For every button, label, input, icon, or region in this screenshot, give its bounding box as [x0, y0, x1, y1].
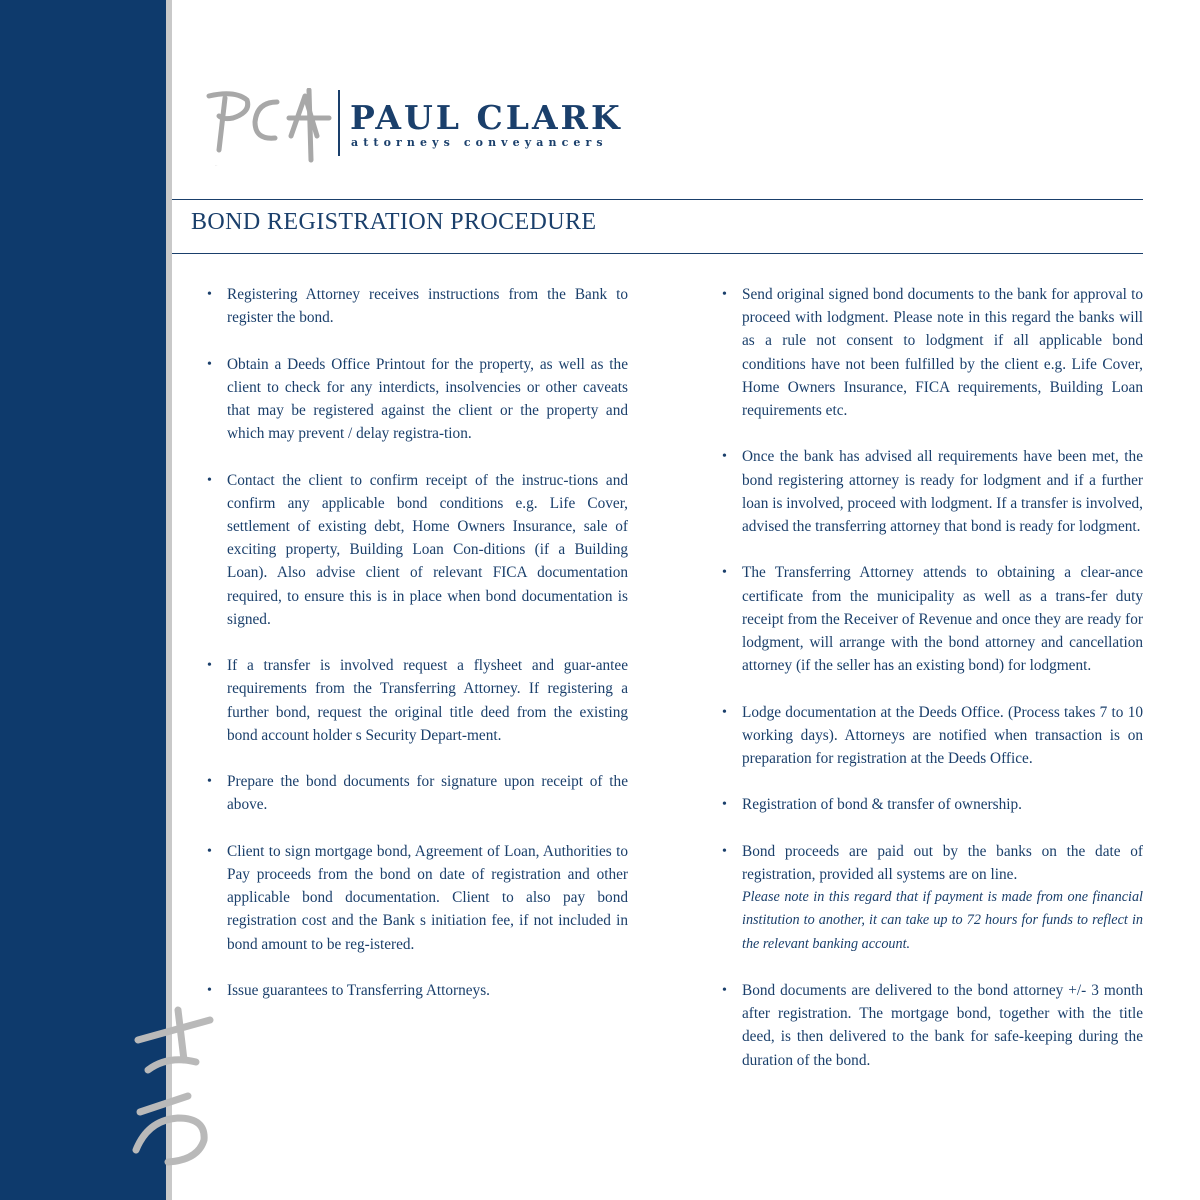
- step-text: If a transfer is involved request a flysheet and guar-antee requirements from the Transferring Attorney. If registering a further bond, request the original title deed from the existing bond account holder s Security Depart-ment.: [227, 657, 628, 744]
- list-item: [720, 701, 1143, 771]
- bullet-icon: •: [722, 797, 727, 813]
- step-text: Obtain a Deeds Office Printout for the property, as well as the client to check for any interdicts, insolvencies or other caveats that may be registered against the client or the property and which may prevent / delay registra-tion.: [227, 355, 628, 443]
- firm-subtitle: attorneys conveyancers: [351, 136, 608, 149]
- bullet-icon: •: [207, 983, 212, 998]
- list-item: [205, 979, 628, 1002]
- step-text: Registration of bond & transfer of ownership.: [742, 796, 1022, 814]
- step-text: Once the bank has advised all requirements have been met, the bond registering attorney is ready for lodgment and if a further loan is involved, proceed with lodgment. If a transfer is involved, advised the transferring attorney that bond is ready for lodgment.: [742, 448, 1143, 536]
- left-column: [205, 283, 628, 1025]
- step-text: Client to sign mortgage bond, Agreement of Loan, Authorities to Pay proceeds from the bond on date of registration and other applicable bond documentation. Client to also pay bond registration cost and the Bank s initiation fee, if not included in bond amount to be reg-istered.: [227, 842, 628, 953]
- list-item: [720, 445, 1143, 538]
- right-column: [720, 283, 1143, 1095]
- bullet-icon: •: [207, 843, 212, 859]
- title-rule-bottom: [172, 253, 1143, 254]
- bullet-icon: •: [207, 658, 212, 674]
- list-item: [720, 561, 1143, 677]
- bullet-icon: •: [722, 983, 727, 998]
- bullet-icon: •: [207, 356, 212, 372]
- list-item: [720, 979, 1143, 1072]
- list-item: [720, 793, 1143, 816]
- firm-name: PAUL CLARK: [350, 98, 623, 137]
- step-text: Bond documents are delivered to the bond attorney +/- 3 month after registration. The mortgage bond, together with the title deed, is then delivered to the bank for safe-keeping during the duration of the bond.: [742, 982, 1143, 1069]
- list-item: [205, 654, 628, 747]
- bullet-icon: •: [207, 774, 212, 790]
- pca-logo-icon: [205, 88, 335, 168]
- bullet-icon: •: [722, 449, 727, 465]
- step-text: Issue guarantees to Transferring Attorneys.: [227, 982, 490, 999]
- step-note: Please note in this regard that if payment is made from one financial institution to another, it can take up to 72 hours for funds to reflect in the relevant banking account.: [742, 889, 1143, 952]
- bullet-icon: •: [207, 287, 212, 302]
- list-item: [720, 283, 1143, 422]
- step-text: Bond proceeds are paid out by the banks on the date of registration, provided all systems are on line.: [742, 842, 1143, 883]
- step-text: The Transferring Attorney attends to obtaining a clear-ance certificate from the municipality as well as a trans-fer duty receipt from the Receiver of Revenue and once they are ready for lodgment, will arrange with the bond attorney and cancellation attorney (if the seller has an existing bond) for lodgment.: [742, 564, 1143, 675]
- step-text: Contact the client to confirm receipt of the instruc-tions and confirm any applicable bond conditions e.g. Life Cover, settlement of existing debt, Home Owners Insurance, sale of exciting property, Building Loan Con-ditions (if a Building Loan). Also advise client of relevant FICA documentation required, to ensure this is in place when bond documentation is signed.: [227, 471, 628, 628]
- bullet-icon: •: [722, 287, 727, 302]
- bullet-icon: •: [722, 704, 727, 720]
- list-item: [205, 353, 628, 446]
- list-item: [205, 469, 628, 631]
- pca-watermark-icon: [118, 1000, 228, 1170]
- left-step-list: [205, 283, 628, 1002]
- bullet-icon: •: [207, 472, 212, 488]
- bullet-icon: •: [722, 843, 727, 859]
- list-item: [720, 840, 1143, 956]
- step-text: Registering Attorney receives instructions from the Bank to register the bond.: [227, 286, 628, 327]
- step-text: Lodge documentation at the Deeds Office. (Process takes 7 to 10 working days). Attorneys are notified when transaction is on preparation for registration at the Deeds Office.: [742, 703, 1143, 768]
- bullet-icon: •: [722, 565, 727, 581]
- list-item: [205, 840, 628, 956]
- step-text: Prepare the bond documents for signature upon receipt of the above.: [227, 773, 628, 814]
- page-title: BOND REGISTRATION PROCEDURE: [191, 209, 597, 235]
- logo-monogram: PCA: [215, 166, 218, 167]
- logo-divider: [338, 90, 340, 156]
- right-step-list: [720, 283, 1143, 1072]
- title-rule-top: [172, 199, 1143, 200]
- list-item: [205, 770, 628, 816]
- list-item: [205, 283, 628, 329]
- step-text: Send original signed bond documents to the bank for approval to proceed with lodgment. Please note in this regard the banks will as a rule not consent to lodgment if all applicable bond conditions have not been fulfilled by the client e.g. Life Cover, Home Owners Insurance, FICA requirements, Building Loan requirements etc.: [742, 286, 1143, 420]
